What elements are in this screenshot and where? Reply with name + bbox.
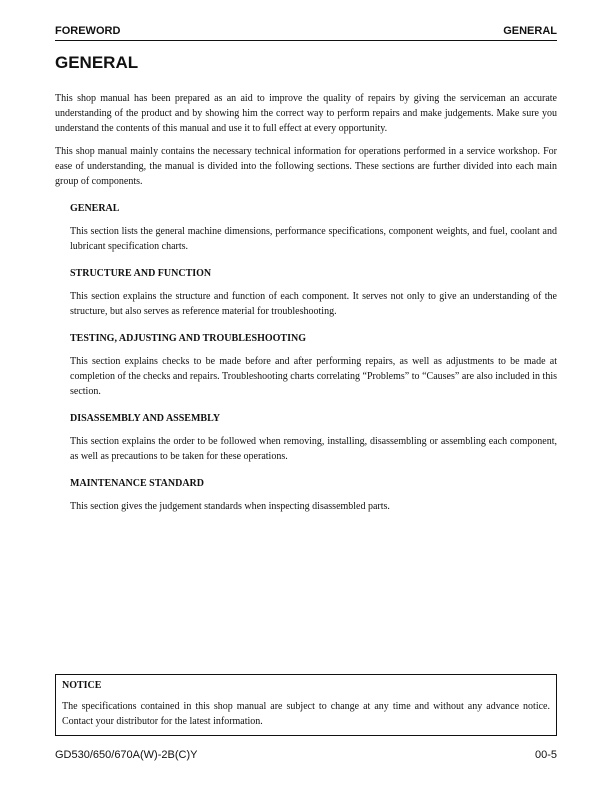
section-body: This section explains the order to be followed when removing, installing, disassembling or assembling each component, as well as precautions to be taken for these operations. xyxy=(70,436,557,462)
footer-page-number: 00-5 xyxy=(534,749,557,761)
page-footer xyxy=(55,748,557,762)
notice-body: The specifications contained in this shop manual are subject to change at any time and without any advance notice. Contact your distributor for the latest information. xyxy=(62,701,550,727)
section-heading: TESTING, ADJUSTING AND TROUBLESHOOTING xyxy=(70,333,306,344)
section-body: This section gives the judgement standards when inspecting disassembled parts. xyxy=(70,501,390,512)
page-title: GENERAL xyxy=(55,53,139,72)
section-body: This section lists the general machine dimensions, performance specifications, component weights, and fuel, coolant and lubricant specification charts. xyxy=(70,226,557,252)
manual-section xyxy=(70,331,557,399)
intro-paragraph: This shop manual mainly contains the necessary technical information for operations performed in a service workshop. For ease of understanding, the manual is divided into the following sections. These sections are further divided into each main group of components. xyxy=(55,146,557,187)
section-body: This section explains the structure and function of each component. It serves not only to give an understanding of the structure, but also serves as reference material for troubleshooting. xyxy=(70,291,557,317)
header-left-label: FOREWORD xyxy=(55,25,121,37)
notice-box xyxy=(55,674,557,736)
intro-paragraph: This shop manual has been prepared as an aid to improve the quality of repairs by giving the serviceman an accurate understanding of the product and by showing him the correct way to perform repairs and make judgements. Make sure you understand the contents of this manual and use it to full effect at every opportunity. xyxy=(55,93,557,134)
manual-section xyxy=(70,411,557,464)
intro-paragraphs xyxy=(55,73,557,189)
section-list xyxy=(70,189,557,514)
manual-section xyxy=(70,201,557,254)
section-heading: STRUCTURE AND FUNCTION xyxy=(70,268,212,279)
footer-model-label: GD530/650/670A(W)-2B(C)Y xyxy=(55,749,198,761)
section-heading: MAINTENANCE STANDARD xyxy=(70,478,204,489)
section-heading: DISASSEMBLY AND ASSEMBLY xyxy=(70,413,221,424)
manual-section xyxy=(70,476,557,514)
manual-section xyxy=(70,266,557,319)
notice-title: NOTICE xyxy=(62,680,102,691)
running-header xyxy=(55,24,557,41)
header-right-label: GENERAL xyxy=(503,25,557,37)
section-body: This section explains checks to be made before and after performing repairs, as well as adjustments to be made at completion of the checks and repairs. Troubleshooting charts correlating “Problems” to “Causes” are also included in this section. xyxy=(70,356,557,397)
section-heading: GENERAL xyxy=(70,203,120,214)
